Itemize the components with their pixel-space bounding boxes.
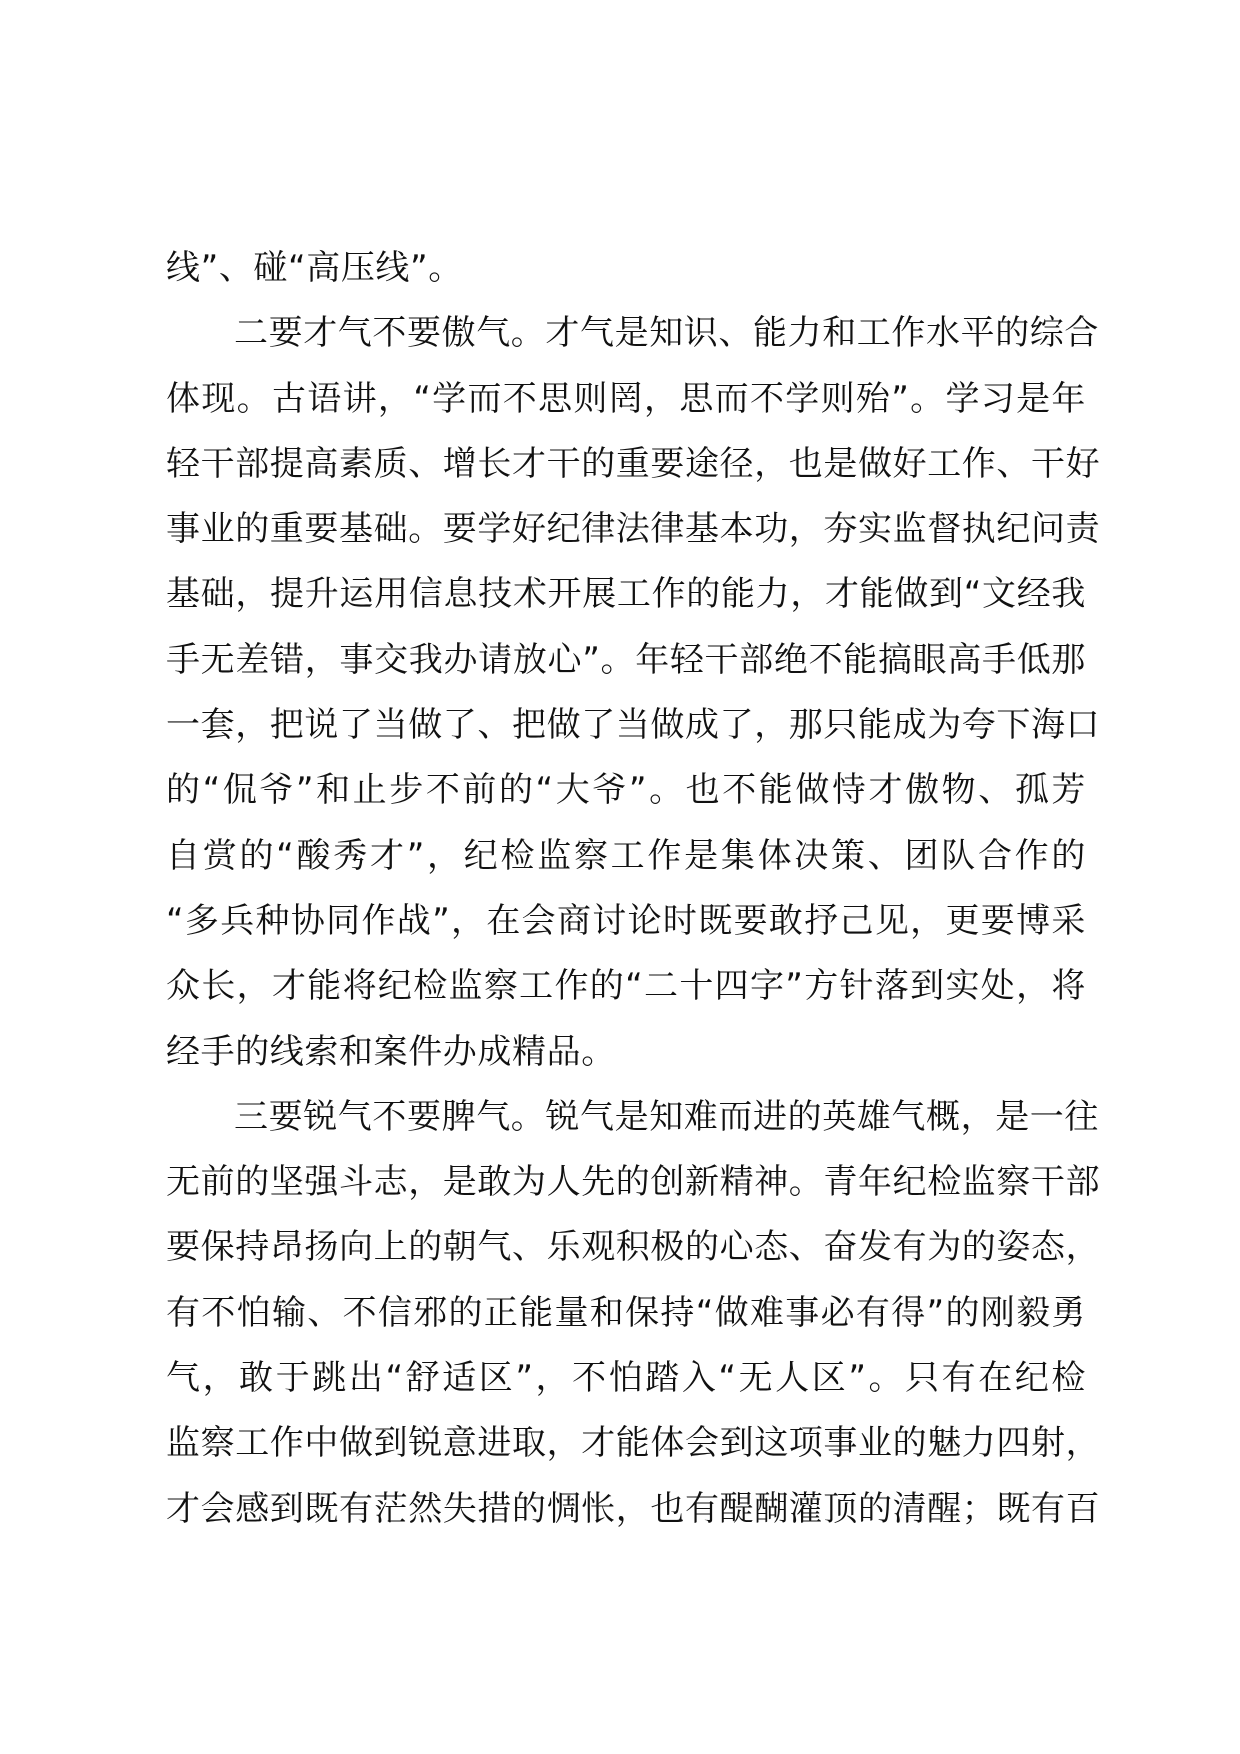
- text-line: 气，敢于跳出“舒适区”，不怕踏入“无人区”。只有在纪检: [166, 1358, 1086, 1399]
- text-line: 轻干部提高素质、增长才干的重要途径，也是做好工作、干好: [166, 443, 1101, 484]
- text-line: 线”、碰“高压线”。: [166, 248, 463, 288]
- text-line: 要保持昂扬向上的朝气、乐观积极的心态、奋发有为的姿态，: [166, 1227, 1101, 1268]
- text-line: 三要锐气不要脾气。锐气是知难而进的英雄气概，是一往: [234, 1096, 1099, 1137]
- text-line: 自赏的“酸秀才”，纪检监察工作是集体决策、团队合作的: [166, 835, 1086, 876]
- text-line: 基础，提升运用信息技术开展工作的能力，才能做到“文经我: [166, 574, 1086, 615]
- text-line: “多兵种协同作战”，在会商讨论时既要敢抒己见，更要博采: [166, 900, 1086, 941]
- text-line: 一套，把说了当做了、把做了当做成了，那只能成为夸下海口: [166, 705, 1101, 746]
- text-line: 无前的坚强斗志，是敢为人先的创新精神。青年纪检监察干部: [166, 1162, 1101, 1203]
- text-line: 经手的线索和案件办成精品。: [166, 1031, 616, 1072]
- text-line: 的“侃爷”和止步不前的“大爷”。也不能做恃才傲物、孤芳: [166, 770, 1086, 811]
- text-line: 有不怕输、不信邪的正能量和保持“做难事必有得”的刚毅勇: [166, 1292, 1086, 1333]
- document-body: [166, 236, 1101, 1542]
- text-line: 体现。古语讲，“学而不思则罔，思而不学则殆”。学习是年: [166, 378, 1086, 419]
- text-line: 才会感到既有茫然失措的惆怅，也有醍醐灌顶的清醒；既有百: [166, 1488, 1101, 1529]
- text-line: 手无差错，事交我办请放心”。年轻干部绝不能搞眼高手低那: [166, 639, 1086, 680]
- text-line: 众长，才能将纪检监察工作的“二十四字”方针落到实处，将: [166, 966, 1086, 1007]
- text-line: 二要才气不要傲气。才气是知识、能力和工作水平的综合: [234, 313, 1099, 354]
- text-line: 事业的重要基础。要学好纪律法律基本功，夯实监督执纪问责: [166, 509, 1101, 550]
- text-line: 监察工作中做到锐意进取，才能体会到这项事业的魅力四射，: [166, 1423, 1101, 1464]
